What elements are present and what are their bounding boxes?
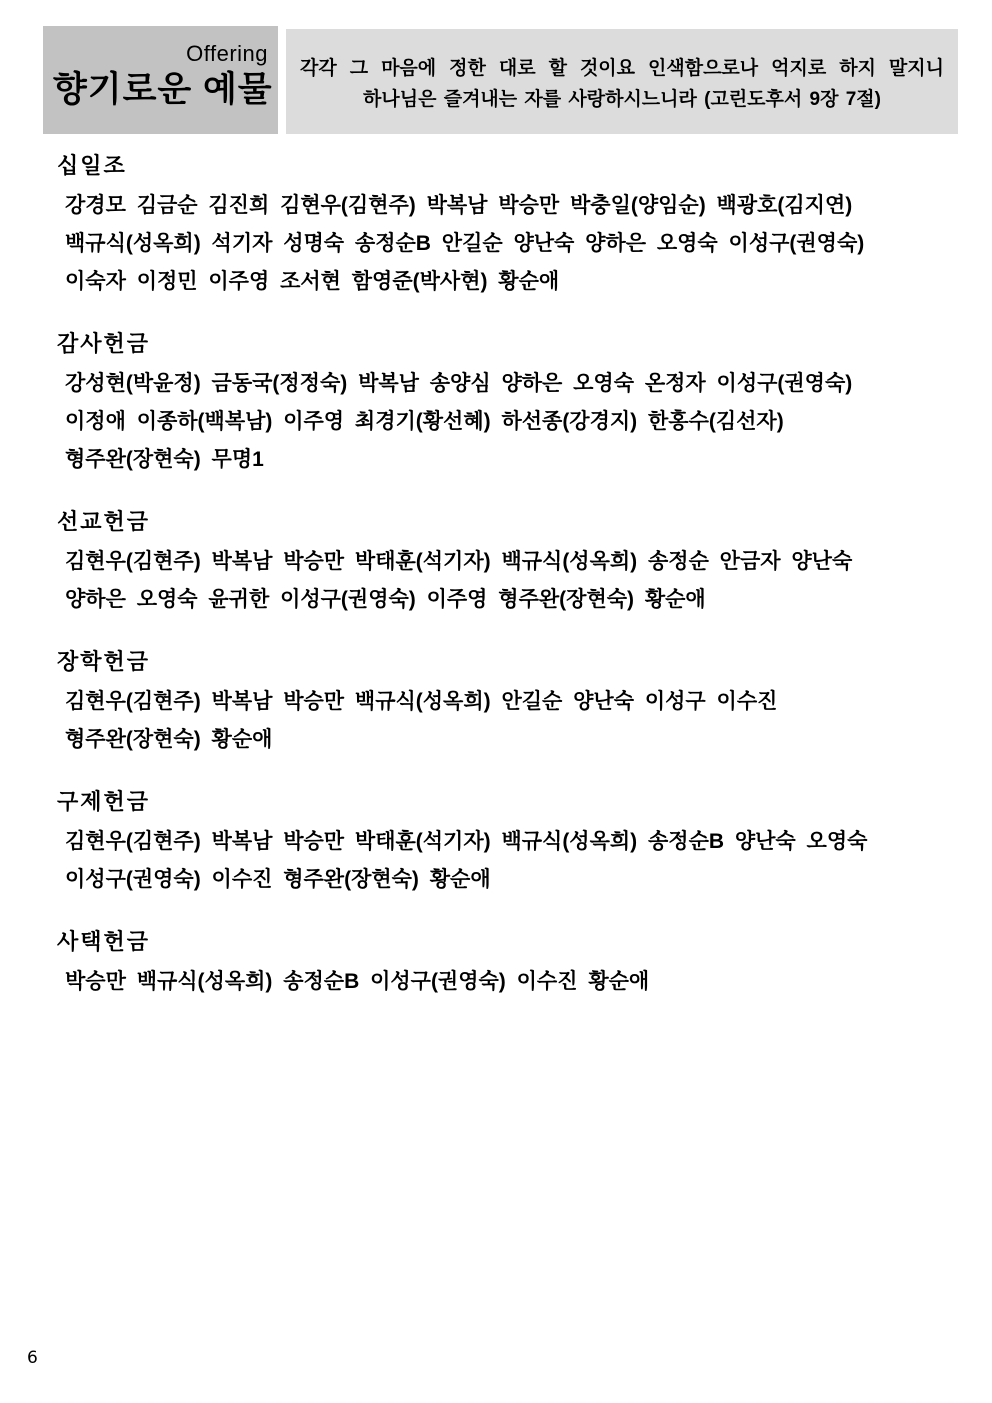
section-title: 사택헌금 bbox=[57, 929, 151, 954]
name-line: 이숙자 이정민 이주영 조서현 함영준(박사현) 황순애 bbox=[65, 270, 560, 293]
name-line: 이정애 이종하(백복남) 이주영 최경기(황선혜) 하선종(강경지) 한홍수(김선자) bbox=[65, 410, 784, 433]
section-thanksgiving bbox=[57, 331, 937, 479]
section-title: 장학헌금 bbox=[57, 649, 151, 674]
name-line: 형주완(장현숙) 황순애 bbox=[65, 728, 273, 751]
section-scholarship bbox=[57, 649, 937, 759]
section-title: 선교헌금 bbox=[57, 509, 151, 534]
section-title: 구제헌금 bbox=[57, 789, 151, 814]
name-line: 강성현(박윤정) 금동국(정정숙) 박복남 송양심 양하은 오영숙 온정자 이성구(권영숙) bbox=[65, 372, 853, 395]
section-tithe bbox=[57, 153, 937, 301]
section-title: 십일조 bbox=[57, 153, 127, 178]
verse-line-2: 하나님은 즐겨내는 자를 사랑하시느니라 (고린도후서 9장 7절) bbox=[363, 89, 881, 110]
name-line: 백규식(성옥희) 석기자 성명숙 송정순B 안길순 양난숙 양하은 오영숙 이성구(권영숙) bbox=[65, 232, 865, 255]
offering-sections bbox=[57, 153, 937, 1031]
name-line: 강경모 김금순 김진희 김현우(김현주) 박복남 박승만 박충일(양임순) 백광호(김지연) bbox=[65, 194, 853, 217]
name-line: 형주완(장현숙) 무명1 bbox=[65, 448, 264, 471]
name-line: 김현우(김현주) 박복남 박승만 백규식(성옥희) 안길순 양난숙 이성구 이수진 bbox=[65, 690, 778, 713]
section-mission bbox=[57, 509, 937, 619]
section-title: 감사헌금 bbox=[57, 331, 151, 356]
name-line: 김현우(김현주) 박복남 박승만 박태훈(석기자) 백규식(성옥희) 송정순B 양난숙 오영숙 bbox=[65, 830, 868, 853]
name-line: 김현우(김현주) 박복남 박승만 박태훈(석기자) 백규식(성옥희) 송정순 안금자 양난숙 bbox=[65, 550, 853, 573]
page-number: 6 bbox=[27, 1348, 38, 1368]
name-line: 박승만 백규식(성옥희) 송정순B 이성구(권영숙) 이수진 황순애 bbox=[65, 970, 650, 993]
offering-title-box bbox=[43, 26, 278, 134]
section-relief bbox=[57, 789, 937, 899]
page-title: 향기로운 예물 bbox=[53, 70, 273, 109]
name-line: 이성구(권영숙) 이수진 형주완(장현숙) 황순애 bbox=[65, 868, 491, 891]
offering-eyebrow: Offering bbox=[186, 41, 268, 66]
offering-header bbox=[43, 26, 958, 134]
name-line: 양하은 오영숙 윤귀한 이성구(권영숙) 이주영 형주완(장현숙) 황순애 bbox=[65, 588, 706, 611]
verse-box bbox=[286, 29, 958, 134]
section-parsonage bbox=[57, 929, 937, 1001]
verse-line-1: 각각 그 마음에 정한 대로 할 것이요 인색함으로나 억지로 하지 말지니 bbox=[300, 58, 944, 79]
